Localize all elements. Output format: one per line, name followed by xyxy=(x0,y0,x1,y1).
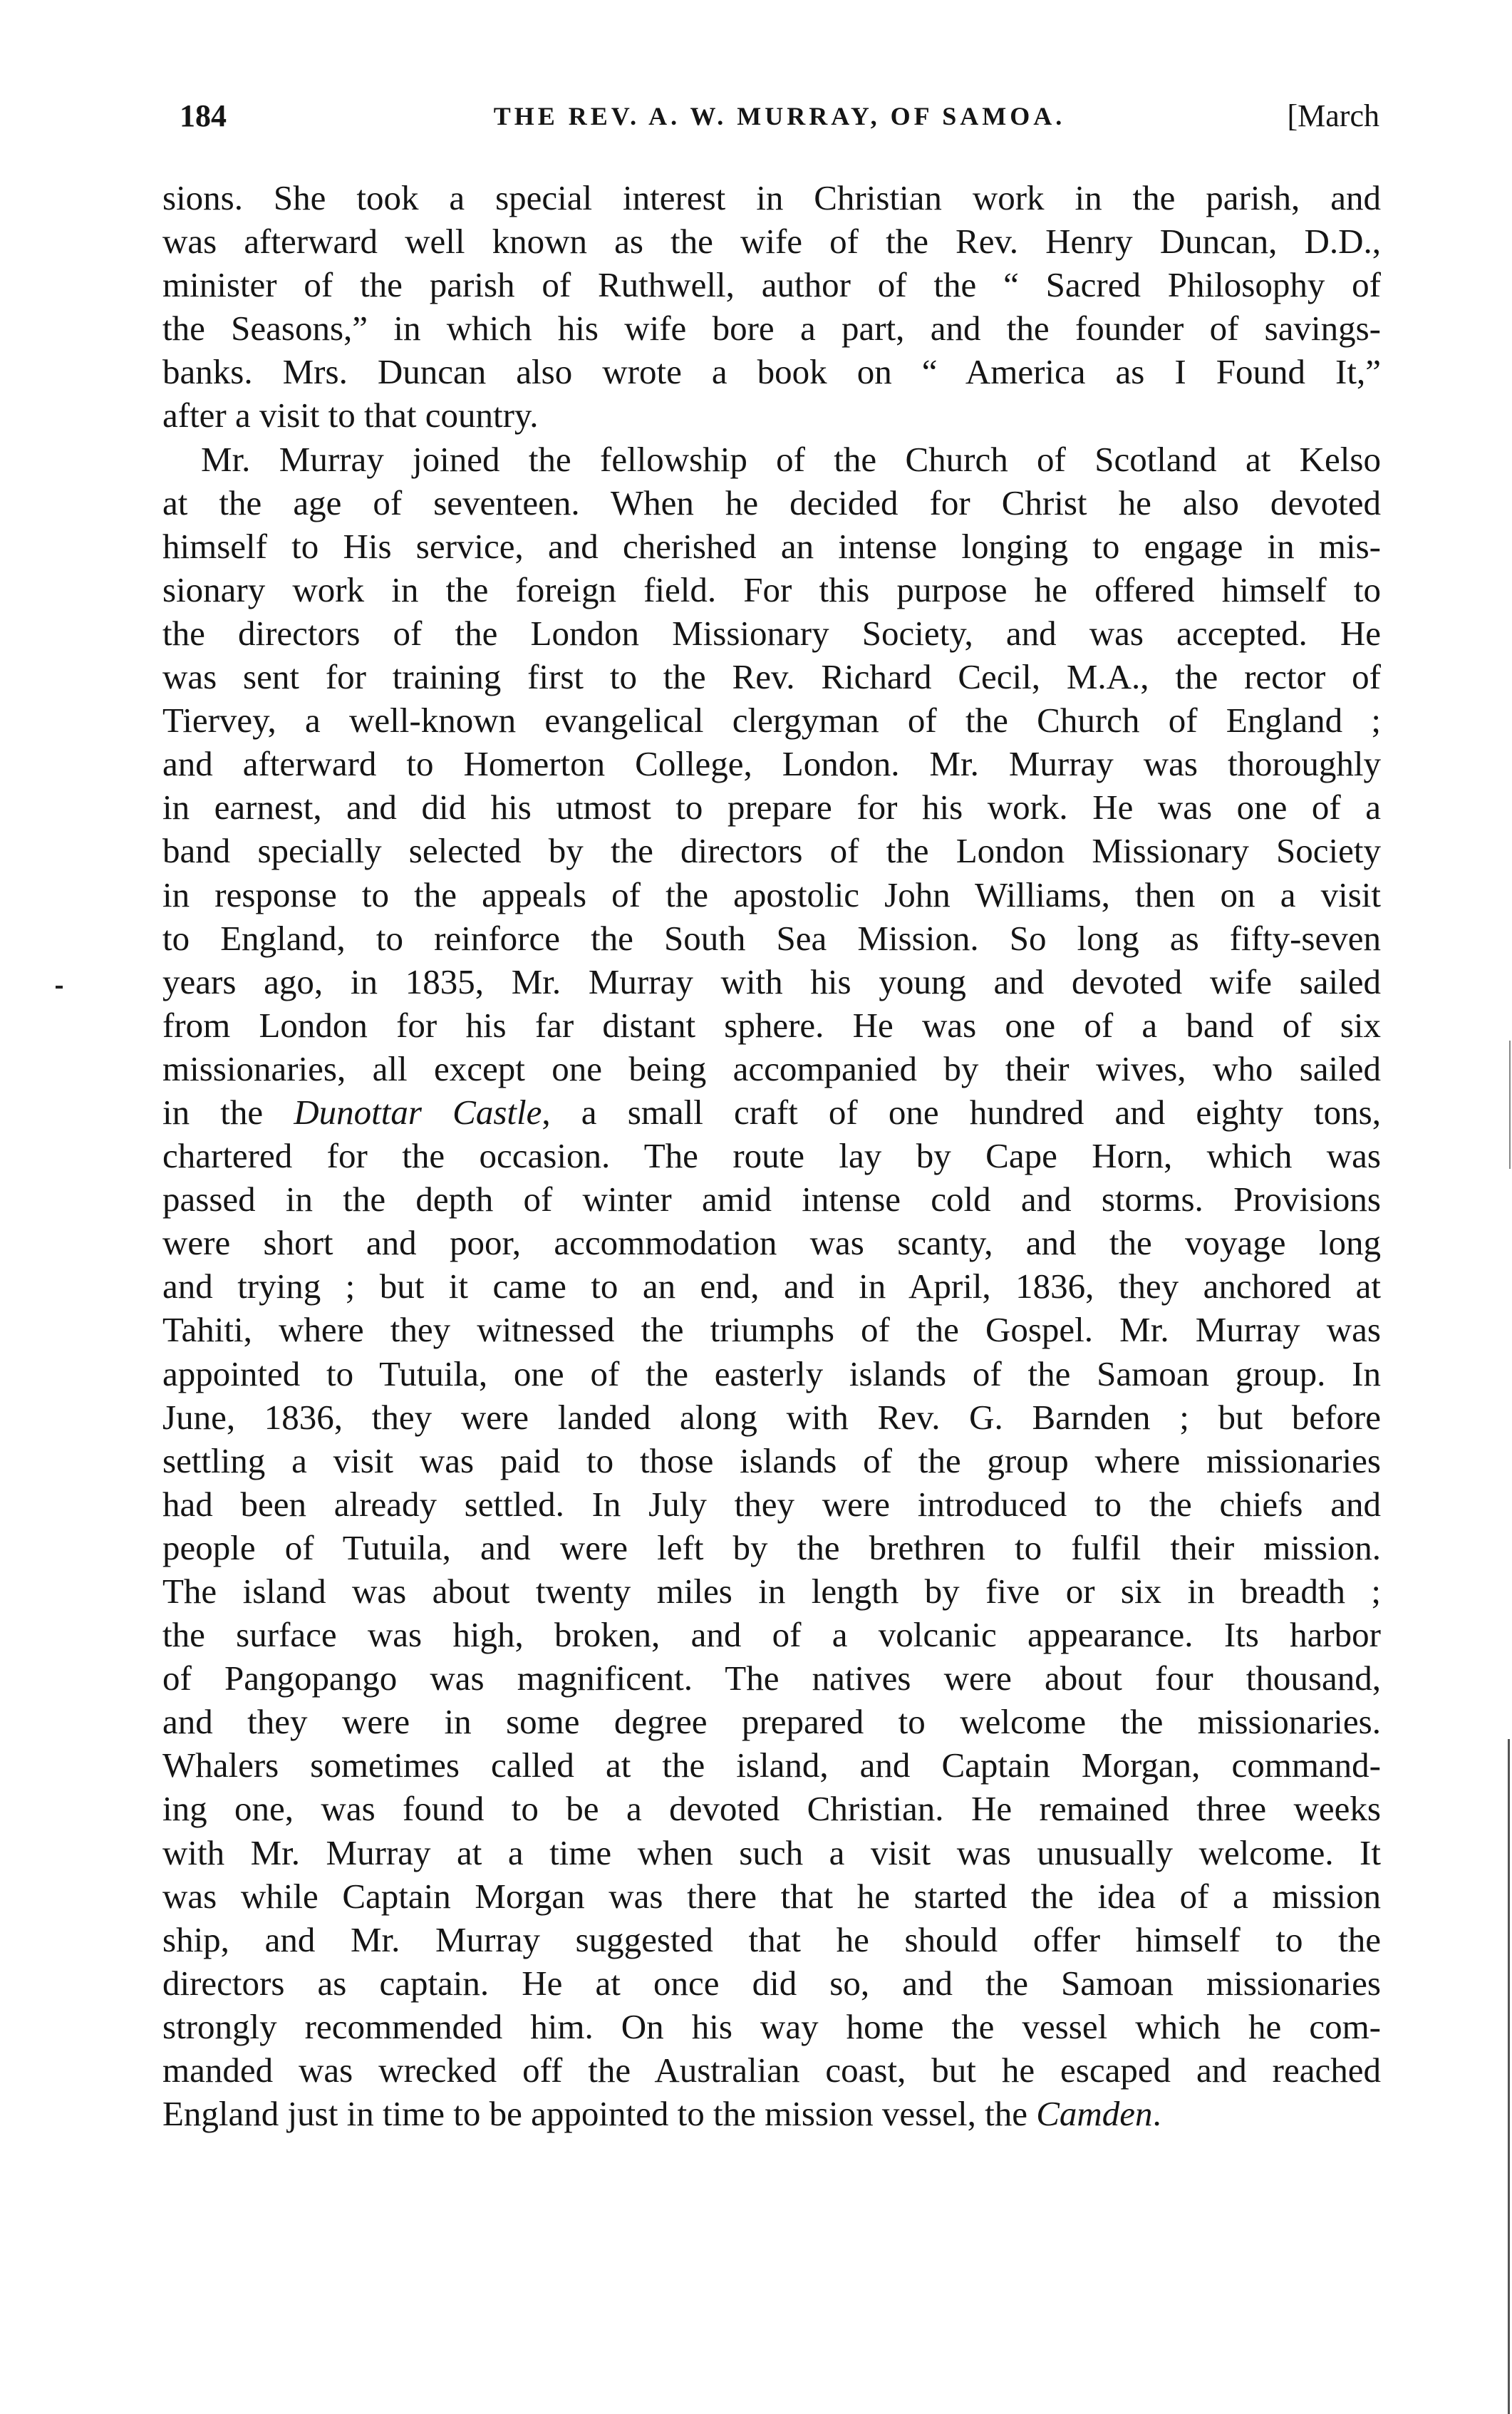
text-line: The island was about twenty miles in length by five or six in breadth ; xyxy=(162,1572,1381,1611)
text-line: of Pangopango was magnificent. The natives were about four thousand, xyxy=(162,1659,1381,1698)
text-line: from London for his far distant sphere. He was one of a band of six xyxy=(162,1005,1381,1045)
page-edge-shadow-upper xyxy=(1509,1041,1511,1169)
text-line: was sent for training first to the Rev. Richard Cecil, M.A., the rector of xyxy=(162,657,1381,697)
text-line: passed in the depth of winter amid intense cold and storms. Provisions xyxy=(162,1180,1381,1219)
text-line: the directors of the London Missionary Society, and was accepted. He xyxy=(162,613,1381,653)
ship-name: Dunottar Castle xyxy=(294,1092,542,1132)
text-line: directors as captain. He at once did so, and the Samoan missionaries xyxy=(162,1963,1381,2003)
running-header xyxy=(180,91,1379,141)
text-line: manded was wrecked off the Australian coast, but he escaped and reached xyxy=(162,2051,1381,2090)
text-line: in earnest, and did his utmost to prepare for his work. He was one of a xyxy=(162,788,1381,827)
text-line: Whalers sometimes called at the island, and Captain Morgan, command- xyxy=(162,1745,1381,1785)
text-line: band specially selected by the directors of the London Missionary Society xyxy=(162,831,1381,871)
text-line: ing one, was found to be a devoted Christian. He remained three weeks xyxy=(162,1789,1381,1829)
text-line: sions. She took a special interest in Christian work in the parish, and xyxy=(162,178,1381,217)
text-line: with Mr. Murray at a time when such a visit was unusually welcome. It xyxy=(162,1832,1381,1872)
page-edge-shadow xyxy=(1508,1739,1510,2414)
text-line: England just in time to be appointed to the mission vessel, the Camden. xyxy=(162,2094,1161,2134)
text-line: Mr. Murray joined the fellowship of the Church of Scotland at Kelso xyxy=(201,439,1381,479)
paragraph xyxy=(162,176,1381,438)
text-line: to England, to reinforce the South Sea Mission. So long as fifty-seven xyxy=(162,918,1381,958)
page-number: 184 xyxy=(180,98,227,133)
text-line: the Seasons,” in which his wife bore a part, and the founder of savings- xyxy=(162,309,1381,349)
text-line: strongly recommended him. On his way home the vessel which he com- xyxy=(162,2006,1381,2046)
text-line: himself to His service, and cherished an intense longing to engage in mis- xyxy=(162,526,1381,566)
text-line: and afterward to Homerton College, London. Mr. Murray was thoroughly xyxy=(162,744,1381,784)
margin-mark xyxy=(56,986,63,989)
paragraph xyxy=(162,438,1381,2136)
text-line: people of Tutuila, and were left by the brethren to fulfil their mission. xyxy=(162,1527,1381,1567)
text-line: minister of the parish of Ruthwell, author of the “ Sacred Philosophy of xyxy=(162,265,1381,305)
text-line: were short and poor, accommodation was scanty, and the voyage long xyxy=(162,1223,1381,1263)
text-line: banks. Mrs. Duncan also wrote a book on “ America as I Found It,” xyxy=(162,352,1381,392)
running-title: THE REV. A. W. MURRAY, OF SAMOA. xyxy=(493,102,1066,130)
text-line: years ago, in 1835, Mr. Murray with his young and devoted wife sailed xyxy=(162,961,1381,1001)
text-line: Tahiti, where they witnessed the triumphs of the Gospel. Mr. Murray was xyxy=(162,1310,1381,1350)
text-line: was while Captain Morgan was there that he started the idea of a mission xyxy=(162,1876,1381,1916)
text-line: appointed to Tutuila, one of the easterly islands of the Samoan group. In xyxy=(162,1353,1381,1393)
text-line: was afterward well known as the wife of the Rev. Henry Duncan, D.D., xyxy=(162,222,1381,262)
text-line: Tiervey, a well-known evangelical clergyman of the Church of England ; xyxy=(162,701,1381,741)
text-line: the surface was high, broken, and of a volcanic appearance. Its harbor xyxy=(162,1615,1381,1655)
ship-name: Camden xyxy=(1036,2094,1153,2134)
text-line: sionary work in the foreign field. For this purpose he offered himself to xyxy=(162,569,1381,609)
text-line: ship, and Mr. Murray suggested that he should offer himself to the xyxy=(162,1919,1381,1959)
text-line: had been already settled. In July they were introduced to the chiefs and xyxy=(162,1484,1381,1524)
text-line: at the age of seventeen. When he decided for Christ he also devoted xyxy=(162,483,1381,522)
text-line: June, 1836, they were landed along with Rev. G. Barnden ; but before xyxy=(162,1397,1381,1437)
text-line: and they were in some degree prepared to welcome the missionaries. xyxy=(162,1702,1381,1742)
body-text xyxy=(162,176,1381,2135)
text-line: in the Dunottar Castle, a small craft of one hundred and eighty tons, xyxy=(162,1092,1381,1132)
text-line: chartered for the occasion. The route lay by Cape Horn, which was xyxy=(162,1136,1381,1176)
text-line: and trying ; but it came to an end, and in April, 1836, they anchored at xyxy=(162,1267,1381,1306)
text-line: missionaries, all except one being accompanied by their wives, who sailed xyxy=(162,1048,1381,1088)
text-line: settling a visit was paid to those islands of the group where missionaries xyxy=(162,1440,1381,1480)
text-line: in response to the appeals of the apostolic John Williams, then on a visit xyxy=(162,875,1381,914)
text-line: after a visit to that country. xyxy=(162,396,539,435)
running-month: [March xyxy=(1287,98,1379,133)
